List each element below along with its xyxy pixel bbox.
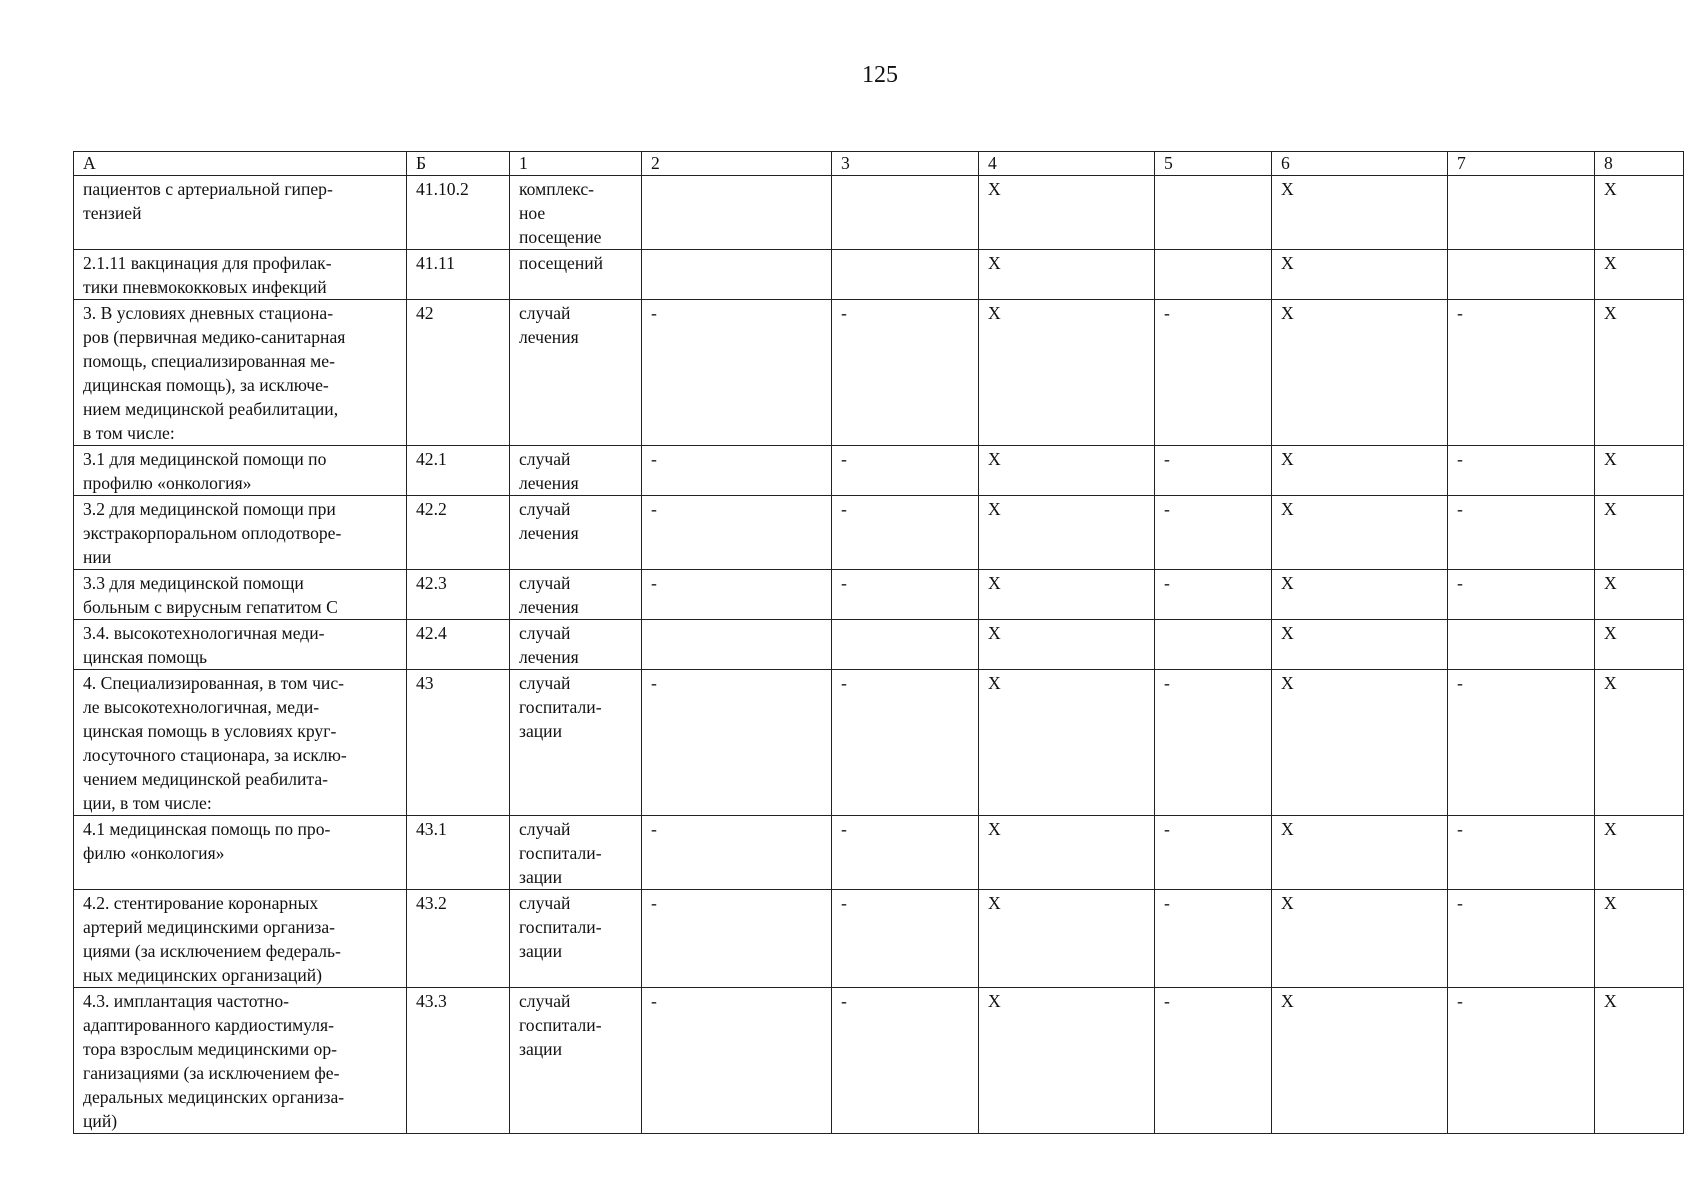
cell-text: - — [841, 573, 847, 593]
table-cell — [642, 816, 832, 890]
table-cell — [74, 300, 407, 446]
column-header: 7 — [1448, 152, 1595, 176]
table-cell — [642, 670, 832, 816]
table-cell — [74, 250, 407, 300]
cell-text: - — [651, 991, 657, 1011]
table-cell — [1272, 496, 1448, 570]
table-cell — [832, 250, 979, 300]
table-cell — [1448, 300, 1595, 446]
cell-text: 3.1 для медицинской помощи по профилю «онкология» — [83, 449, 327, 493]
column-header: 6 — [1272, 152, 1448, 176]
table-body — [74, 152, 1684, 1134]
cell-text: случай лечения — [519, 499, 579, 543]
cell-text: 43 — [416, 673, 434, 693]
table-cell — [1155, 176, 1272, 250]
cell-text: - — [651, 673, 657, 693]
cell-text: случай лечения — [519, 449, 579, 493]
column-header: 1 — [510, 152, 642, 176]
table-cell — [979, 176, 1155, 250]
table-cell — [1448, 176, 1595, 250]
cell-text: X — [988, 991, 1001, 1011]
cell-text: - — [651, 499, 657, 519]
table-cell — [1155, 988, 1272, 1134]
cell-text: - — [1164, 303, 1170, 323]
cell-text: случай госпитали- зации — [519, 893, 602, 961]
cell-text: - — [841, 449, 847, 469]
table-cell — [407, 300, 510, 446]
table-cell — [979, 570, 1155, 620]
table-cell — [1272, 176, 1448, 250]
cell-text: X — [1281, 893, 1294, 913]
table-row — [74, 988, 1684, 1134]
table-cell — [1448, 988, 1595, 1134]
table-cell — [979, 890, 1155, 988]
cell-text: - — [651, 449, 657, 469]
table-row — [74, 816, 1684, 890]
table-cell — [510, 620, 642, 670]
cell-text: X — [1604, 499, 1617, 519]
table-cell — [1272, 620, 1448, 670]
table-cell — [1155, 890, 1272, 988]
table-cell — [510, 570, 642, 620]
table-cell — [407, 250, 510, 300]
cell-text: случай госпитали- зации — [519, 819, 602, 887]
table-row — [74, 620, 1684, 670]
table-cell — [74, 816, 407, 890]
cell-text: 43.3 — [416, 991, 447, 1011]
table-cell — [1448, 250, 1595, 300]
cell-text: - — [1164, 893, 1170, 913]
table-cell — [979, 620, 1155, 670]
table-cell — [979, 816, 1155, 890]
column-header: 4 — [979, 152, 1155, 176]
cell-text: - — [841, 303, 847, 323]
cell-text: 3.4. высокотехнологичная меди- цинская помощь — [83, 623, 325, 667]
cell-text: - — [841, 991, 847, 1011]
table-cell — [74, 670, 407, 816]
cell-text: 41.11 — [416, 253, 455, 273]
table-cell — [1448, 670, 1595, 816]
table-cell — [642, 620, 832, 670]
cell-text: 42.2 — [416, 499, 447, 519]
table-cell — [74, 496, 407, 570]
table-row — [74, 496, 1684, 570]
table-cell — [642, 496, 832, 570]
table-cell — [407, 890, 510, 988]
table-cell — [642, 988, 832, 1134]
page-number: 125 — [862, 62, 898, 88]
table-cell — [1448, 890, 1595, 988]
cell-text: X — [988, 573, 1001, 593]
cell-text: 42.1 — [416, 449, 447, 469]
cell-text: X — [1281, 253, 1294, 273]
table-cell — [1595, 446, 1684, 496]
cell-text: - — [1164, 673, 1170, 693]
table-cell — [407, 670, 510, 816]
cell-text: 42.3 — [416, 573, 447, 593]
column-header: 5 — [1155, 152, 1272, 176]
table-cell — [1595, 670, 1684, 816]
cell-text: 42.4 — [416, 623, 447, 643]
table-cell — [832, 300, 979, 446]
table-cell — [74, 988, 407, 1134]
cell-text: X — [1281, 991, 1294, 1011]
cell-text: 43.2 — [416, 893, 447, 913]
cell-text: X — [1604, 819, 1617, 839]
table-cell — [407, 496, 510, 570]
table-cell — [74, 890, 407, 988]
cell-text: - — [841, 819, 847, 839]
table-cell — [1272, 890, 1448, 988]
table-cell — [1272, 816, 1448, 890]
column-header: 2 — [642, 152, 832, 176]
cell-text: - — [1457, 819, 1463, 839]
table-cell — [1272, 670, 1448, 816]
table-cell — [1272, 250, 1448, 300]
table-cell — [832, 988, 979, 1134]
cell-text: - — [841, 499, 847, 519]
table-cell — [642, 250, 832, 300]
table-row — [74, 446, 1684, 496]
cell-text: посещений — [519, 253, 604, 273]
cell-text: X — [1281, 819, 1294, 839]
table-cell — [1155, 570, 1272, 620]
table-cell — [510, 988, 642, 1134]
table-row — [74, 670, 1684, 816]
column-header: 3 — [832, 152, 979, 176]
cell-text: - — [651, 573, 657, 593]
table-cell — [1155, 300, 1272, 446]
cell-text: X — [1604, 253, 1617, 273]
cell-text: X — [988, 179, 1001, 199]
cell-text: 2.1.11 вакцинация для профилак- тики пневмококковых инфекций — [83, 253, 332, 297]
cell-text: X — [1604, 303, 1617, 323]
table-cell — [510, 670, 642, 816]
table-cell — [407, 446, 510, 496]
cell-text: 4.1 медицинская помощь по про- филю «онкология» — [83, 819, 331, 863]
cell-text: - — [1457, 303, 1463, 323]
cell-text: - — [1164, 819, 1170, 839]
table-cell — [979, 496, 1155, 570]
table-cell — [510, 890, 642, 988]
table-cell — [979, 670, 1155, 816]
table-cell — [1272, 446, 1448, 496]
table-cell — [510, 300, 642, 446]
table-cell — [642, 890, 832, 988]
column-header: 8 — [1595, 152, 1684, 176]
table-cell — [832, 446, 979, 496]
cell-text: - — [1457, 499, 1463, 519]
cell-text: X — [1604, 893, 1617, 913]
table-cell — [1448, 620, 1595, 670]
table-cell — [832, 670, 979, 816]
table-cell — [1272, 570, 1448, 620]
column-header: Б — [407, 152, 510, 176]
table-cell — [407, 988, 510, 1134]
cell-text: X — [1604, 673, 1617, 693]
cell-text: комплекс- ное посещение — [519, 179, 602, 247]
cell-text: X — [988, 893, 1001, 913]
data-table — [73, 151, 1684, 1134]
table-cell — [832, 176, 979, 250]
table-cell — [979, 300, 1155, 446]
cell-text: - — [1457, 573, 1463, 593]
table-row — [74, 250, 1684, 300]
table-cell — [979, 988, 1155, 1134]
cell-text: 43.1 — [416, 819, 447, 839]
table-cell — [832, 620, 979, 670]
table-row — [74, 300, 1684, 446]
table-cell — [1595, 176, 1684, 250]
cell-text: X — [1604, 991, 1617, 1011]
column-header: А — [74, 152, 407, 176]
cell-text: X — [1281, 179, 1294, 199]
table-cell — [74, 176, 407, 250]
table-cell — [1272, 300, 1448, 446]
cell-text: 3.3 для медицинской помощи больным с вирусным гепатитом С — [83, 573, 338, 617]
table-cell — [1595, 570, 1684, 620]
table-row — [74, 570, 1684, 620]
table-row — [74, 890, 1684, 988]
table-cell — [1272, 988, 1448, 1134]
table-cell — [1448, 496, 1595, 570]
cell-text: - — [651, 893, 657, 913]
table-cell — [1448, 816, 1595, 890]
table-cell — [642, 570, 832, 620]
cell-text: - — [1457, 449, 1463, 469]
cell-text: 4.2. стентирование коронарных артерий медицинскими организа- циями (за исключением федераль- ных медицинских организаций) — [83, 893, 341, 985]
table-cell — [1155, 620, 1272, 670]
cell-text: - — [1164, 449, 1170, 469]
cell-text: случай лечения — [519, 573, 579, 617]
cell-text: X — [1281, 449, 1294, 469]
cell-text: X — [1281, 673, 1294, 693]
cell-text: - — [1164, 499, 1170, 519]
table-cell — [74, 570, 407, 620]
cell-text: - — [1457, 991, 1463, 1011]
cell-text: 41.10.2 — [416, 179, 469, 199]
table-cell — [1595, 300, 1684, 446]
table-cell — [832, 890, 979, 988]
table-cell — [1448, 570, 1595, 620]
cell-text: 42 — [416, 303, 434, 323]
table-cell — [979, 446, 1155, 496]
table-cell — [979, 250, 1155, 300]
cell-text: 4. Специализированная, в том чис- ле высокотехнологичная, меди- цинская помощь в условиях круг- лосуточного стационара, за исклю- чением медицинской реабилита- ции, в том числе: — [83, 673, 347, 813]
cell-text: случай лечения — [519, 303, 579, 347]
table-cell — [1155, 250, 1272, 300]
cell-text: - — [1164, 991, 1170, 1011]
cell-text: X — [1281, 573, 1294, 593]
table-cell — [1155, 446, 1272, 496]
table-cell — [407, 570, 510, 620]
cell-text: 3. В условиях дневных стациона- ров (первичная медико-санитарная помощь, специализированная ме- дицинская помощь), за исключе- нием медицинской реабилитации, в том числе: — [83, 303, 346, 443]
table-cell — [510, 176, 642, 250]
cell-text: случай лечения — [519, 623, 579, 667]
table-cell — [74, 620, 407, 670]
cell-text: 4.3. имплантация частотно- адаптированного кардиостимуля- тора взрослым медицинскими ор- ганизациями (за исключением фе- деральных медицинских организа- ций) — [83, 991, 345, 1131]
table-cell — [1595, 250, 1684, 300]
cell-text: - — [841, 673, 847, 693]
cell-text: X — [988, 253, 1001, 273]
table-cell — [1595, 988, 1684, 1134]
table-cell — [642, 176, 832, 250]
table-cell — [642, 446, 832, 496]
cell-text: X — [1281, 303, 1294, 323]
cell-text: - — [1457, 893, 1463, 913]
table-cell — [1155, 670, 1272, 816]
cell-text: X — [988, 449, 1001, 469]
table-cell — [1595, 890, 1684, 988]
table-cell — [510, 816, 642, 890]
cell-text: X — [1604, 573, 1617, 593]
cell-text: пациентов с артериальной гипер- тензией — [83, 179, 333, 223]
table-cell — [407, 176, 510, 250]
cell-text: 3.2 для медицинской помощи при экстракорпоральном оплодотворе- нии — [83, 499, 342, 567]
table-cell — [510, 250, 642, 300]
table-cell — [1595, 496, 1684, 570]
table-cell — [832, 570, 979, 620]
cell-text: - — [1457, 673, 1463, 693]
cell-text: X — [1281, 499, 1294, 519]
cell-text: X — [988, 623, 1001, 643]
table-cell — [832, 816, 979, 890]
cell-text: X — [1604, 449, 1617, 469]
cell-text: X — [1604, 623, 1617, 643]
cell-text: - — [651, 819, 657, 839]
table-cell — [642, 300, 832, 446]
cell-text: - — [841, 893, 847, 913]
table-cell — [1448, 446, 1595, 496]
cell-text: - — [651, 303, 657, 323]
cell-text: X — [988, 673, 1001, 693]
cell-text: X — [988, 499, 1001, 519]
table-cell — [1595, 816, 1684, 890]
table-cell — [832, 496, 979, 570]
table-cell — [1155, 496, 1272, 570]
table-cell — [407, 620, 510, 670]
cell-text: случай госпитали- зации — [519, 991, 602, 1059]
cell-text: X — [1604, 179, 1617, 199]
cell-text: X — [988, 303, 1001, 323]
table-cell — [1595, 620, 1684, 670]
cell-text: X — [1281, 623, 1294, 643]
cell-text: X — [988, 819, 1001, 839]
header-row — [74, 152, 1684, 176]
table-cell — [74, 446, 407, 496]
cell-text: - — [1164, 573, 1170, 593]
table-cell — [510, 446, 642, 496]
table-cell — [1155, 816, 1272, 890]
table-row — [74, 176, 1684, 250]
table-cell — [510, 496, 642, 570]
cell-text: случай госпитали- зации — [519, 673, 602, 741]
table-cell — [407, 816, 510, 890]
